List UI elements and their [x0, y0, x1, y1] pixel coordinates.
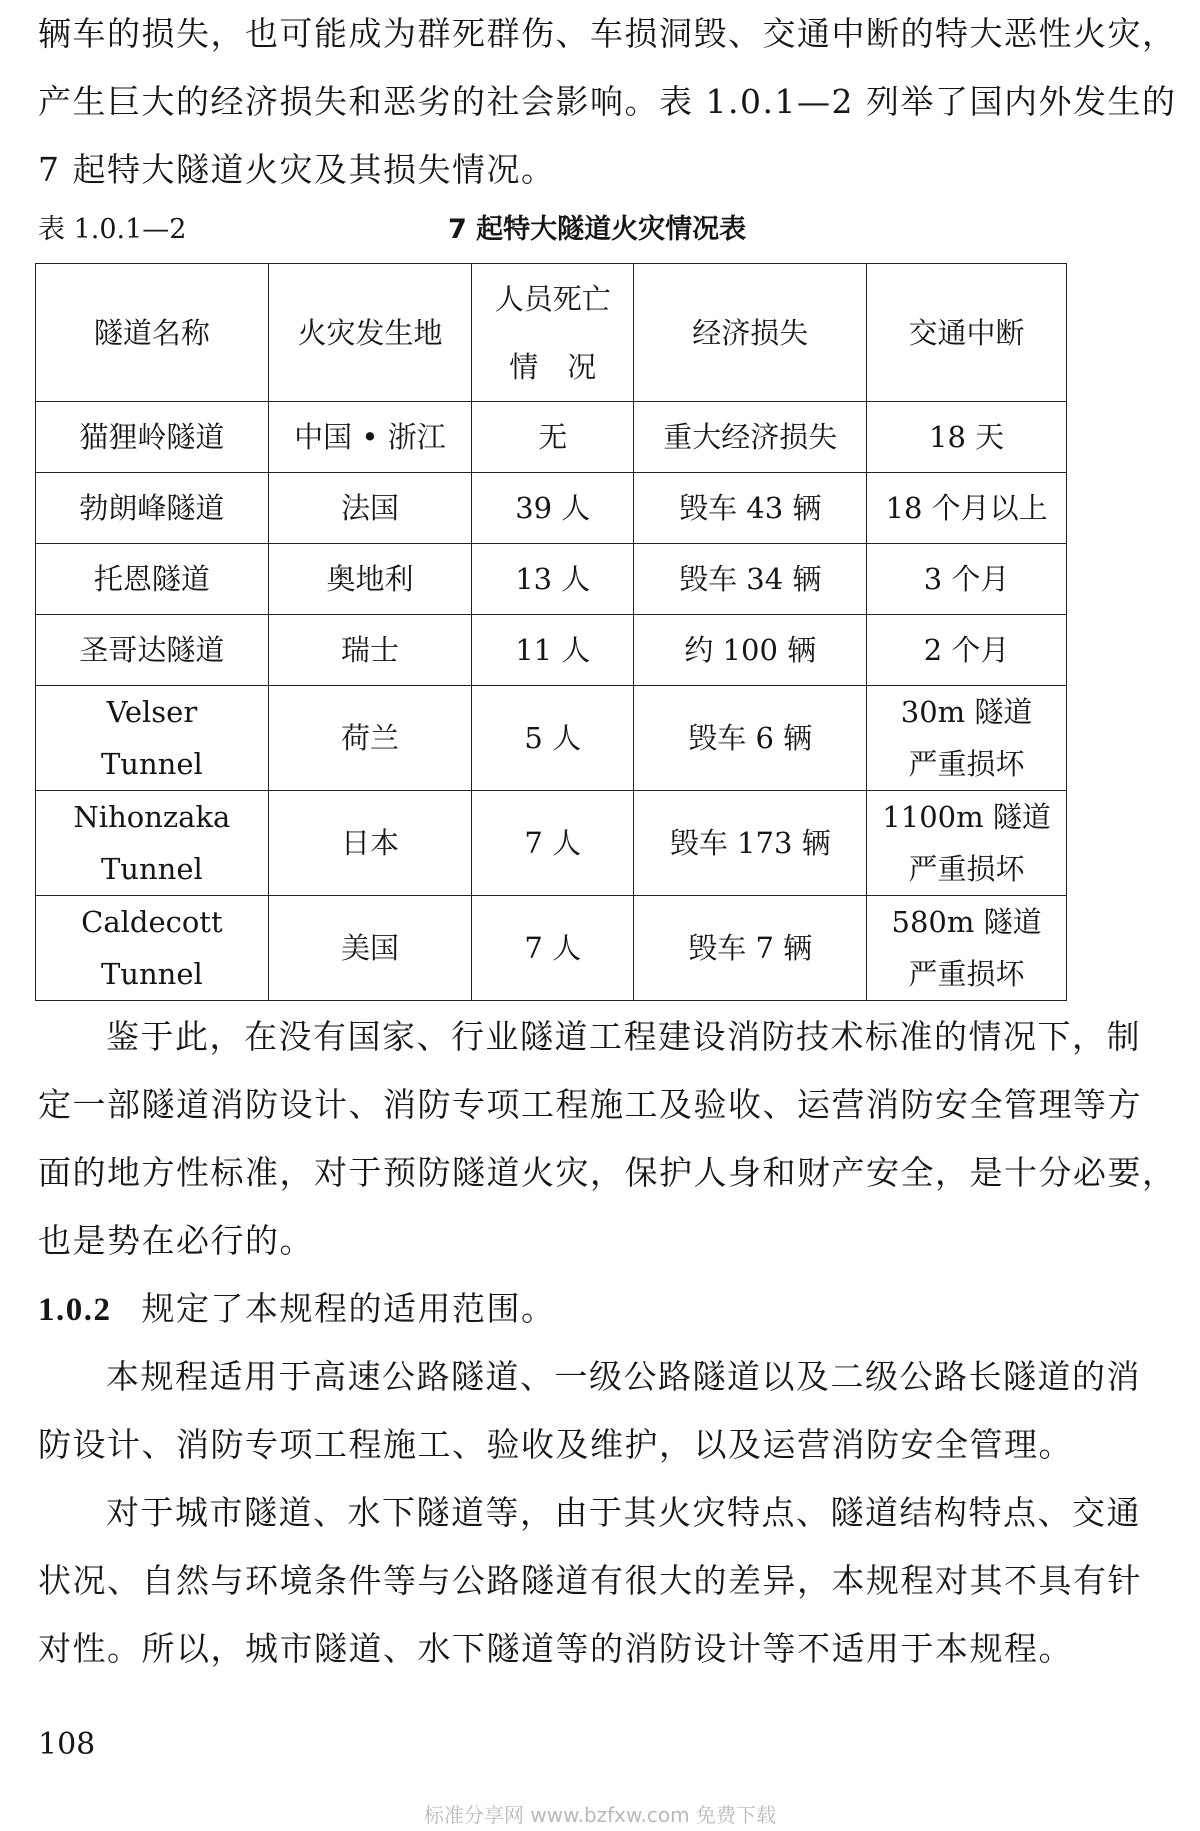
table-number: 表 1.0.1—2 [38, 214, 187, 245]
cell-loss: 毁车 7 辆 [634, 896, 867, 1001]
cell-loss: 约 100 辆 [634, 615, 867, 686]
watermark: 标准分享网 www.bzfxw.com 免费下载 [424, 1803, 776, 1827]
paragraph-line: 也是势在必行的。 [38, 1221, 314, 1260]
table-row [36, 791, 1067, 896]
paragraph-line: 鉴于此，在没有国家、行业隧道工程建设消防技术标准的情况下，制 [106, 1017, 1141, 1056]
section-text: 规定了本规程的适用范围。 [141, 1289, 556, 1328]
intro-line: 7 起特大隧道火灾及其损失情况。 [38, 150, 556, 189]
cell-location: 瑞士 [268, 615, 471, 686]
section-number: 1.0.2 [38, 1292, 112, 1328]
cell-location: 美国 [268, 896, 471, 1001]
table-row [36, 686, 1067, 791]
cell-name: Caldecott Tunnel [36, 896, 269, 1001]
paragraph-1 [38, 1003, 1178, 1275]
header-tunnel-name: 隧道名称 [36, 264, 269, 402]
cell-loss: 毁车 43 辆 [634, 473, 867, 544]
cell-loss: 毁车 173 辆 [634, 791, 867, 896]
section-heading [38, 1275, 1178, 1344]
cell-location: 法国 [268, 473, 471, 544]
table-row [36, 402, 1067, 473]
cell-interruption: 3 个月 [867, 544, 1067, 615]
paragraph-3 [38, 1479, 1178, 1683]
page-number: 108 [38, 1727, 96, 1762]
cell-loss: 重大经济损失 [634, 402, 867, 473]
cell-location: 奥地利 [268, 544, 471, 615]
paragraph-line: 防设计、消防专项工程施工、验收及维护，以及运营消防安全管理。 [38, 1425, 1073, 1464]
table-row [36, 615, 1067, 686]
intro-line: 产生巨大的经济损失和恶劣的社会影响。表 1.0.1—2 列举了国内外发生的 [38, 82, 1177, 121]
cell-interruption: 18 天 [867, 402, 1067, 473]
cell-interruption: 580m 隧道 严重损坏 [867, 896, 1067, 1001]
cell-name: Velser Tunnel [36, 686, 269, 791]
header-traffic-interruption: 交通中断 [867, 264, 1067, 402]
intro-paragraph [38, 0, 1178, 204]
fire-table [35, 263, 1067, 1001]
cell-interruption: 18 个月以上 [867, 473, 1067, 544]
table-caption [38, 205, 798, 255]
table-title: 7 起特大隧道火灾情况表 [448, 214, 747, 245]
cell-interruption: 2 个月 [867, 615, 1067, 686]
intro-line: 辆车的损失，也可能成为群死群伤、车损洞毁、交通中断的特大恶性火灾， [38, 14, 1177, 53]
paragraph-2 [38, 1343, 1178, 1479]
cell-name: 勃朗峰隧道 [36, 473, 269, 544]
header-deaths: 人员死亡 情 况 [472, 264, 634, 402]
cell-loss: 毁车 34 辆 [634, 544, 867, 615]
table-row [36, 473, 1067, 544]
paragraph-line: 对性。所以，城市隧道、水下隧道等的消防设计等不适用于本规程。 [38, 1629, 1073, 1668]
paragraph-line: 本规程适用于高速公路隧道、一级公路隧道以及二级公路长隧道的消 [106, 1357, 1141, 1396]
cell-deaths: 11 人 [472, 615, 634, 686]
paragraph-line: 定一部隧道消防设计、消防专项工程施工及验收、运营消防安全管理等方 [38, 1085, 1142, 1124]
table-header-row [36, 264, 1067, 402]
cell-deaths: 无 [472, 402, 634, 473]
cell-interruption: 1100m 隧道 严重损坏 [867, 791, 1067, 896]
cell-deaths: 13 人 [472, 544, 634, 615]
header-location: 火灾发生地 [268, 264, 471, 402]
header-economic-loss: 经济损失 [634, 264, 867, 402]
cell-deaths: 39 人 [472, 473, 634, 544]
cell-interruption: 30m 隧道 严重损坏 [867, 686, 1067, 791]
paragraph-line: 对于城市隧道、水下隧道等，由于其火灾特点、隧道结构特点、交通 [106, 1493, 1141, 1532]
cell-name: 猫狸岭隧道 [36, 402, 269, 473]
cell-deaths: 5 人 [472, 686, 634, 791]
cell-location: 荷兰 [268, 686, 471, 791]
paragraph-line: 面的地方性标准，对于预防隧道火灾，保护人身和财产安全，是十分必要， [38, 1153, 1177, 1192]
cell-location: 日本 [268, 791, 471, 896]
cell-deaths: 7 人 [472, 896, 634, 1001]
table-row [36, 896, 1067, 1001]
cell-deaths: 7 人 [472, 791, 634, 896]
paragraph-line: 状况、自然与环境条件等与公路隧道有很大的差异，本规程对其不具有针 [38, 1561, 1142, 1600]
table-row [36, 544, 1067, 615]
cell-loss: 毁车 6 辆 [634, 686, 867, 791]
cell-name: 托恩隧道 [36, 544, 269, 615]
cell-name: 圣哥达隧道 [36, 615, 269, 686]
cell-name: Nihonzaka Tunnel [36, 791, 269, 896]
cell-location: 中国 • 浙江 [268, 402, 471, 473]
